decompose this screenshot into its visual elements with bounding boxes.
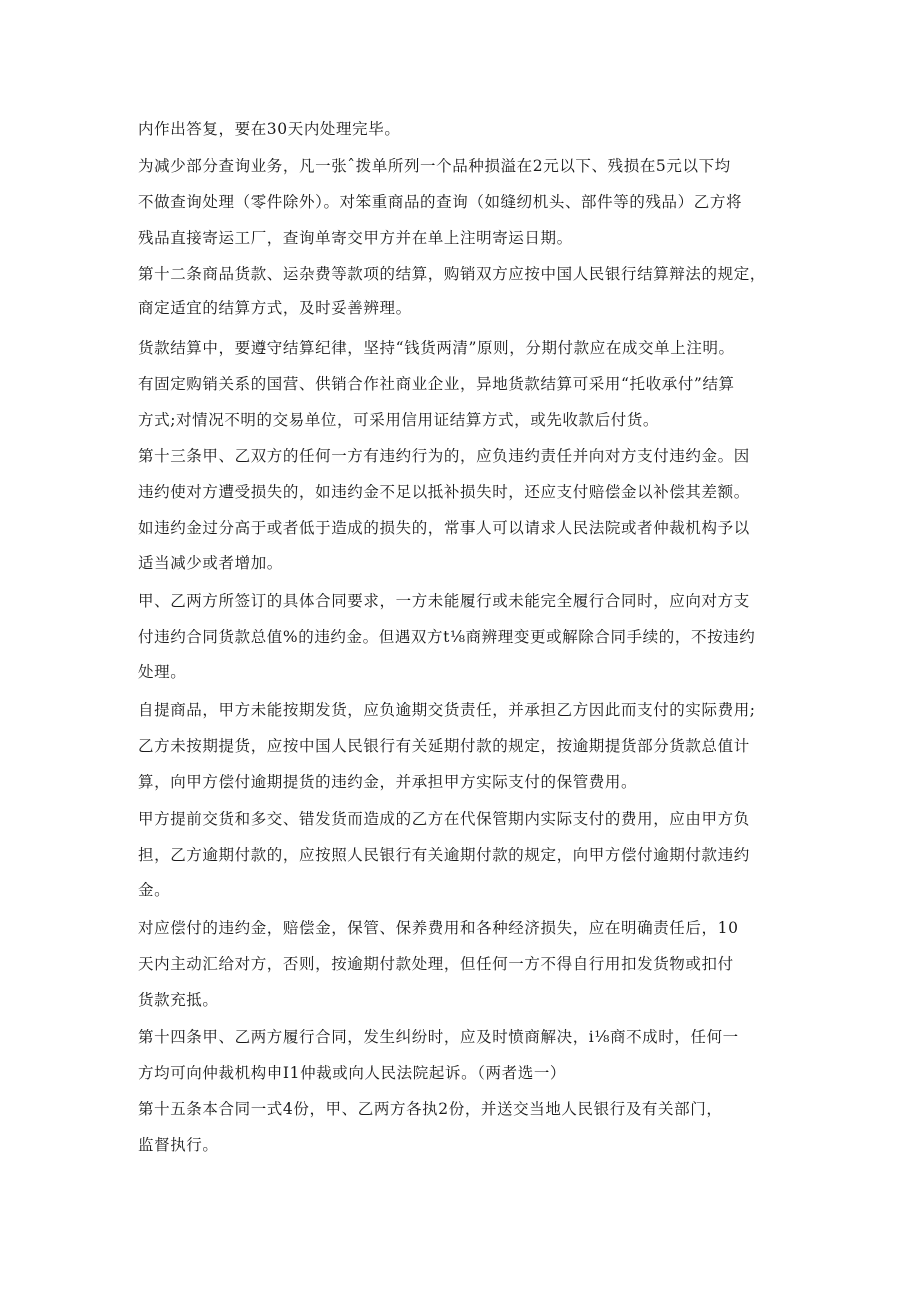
text-line: 残品直接寄运工厂，查询单寄交甲方并在单上注明寄运日期。 <box>138 229 573 247</box>
text-line: 第十三条甲、乙双方的任何一方有违约行为的，应负违约责任并向对方支付违约金。因 <box>138 447 750 465</box>
text-line: 监督执行。 <box>138 1136 219 1154</box>
text-line: 如违约金过分高于或者低于造成的损失的，常事人可以请求人民法院或者仲裁机构予以 <box>138 519 750 537</box>
text-line: 担，乙方逾期付款的，应按照人民银行有关逾期付款的规定，向甲方偿付逾期付款违约 <box>138 846 750 864</box>
text-line: 乙方未按期提货，应按中国人民银行有关延期付款的规定，按逾期提货部分货款总值计 <box>138 737 750 755</box>
text-line: 适当减少或者增加。 <box>138 554 283 572</box>
text-line: 甲、乙两方所签订的具体合同要求，一方未能履行或未能完全履行合同时，应向对方支 <box>138 592 750 610</box>
text-line: 内作出答复，要在30天内处理完毕。 <box>138 120 401 138</box>
text-line: 算，向甲方偿付逾期提货的违约金，并承担甲方实际支付的保管费用。 <box>138 773 638 791</box>
text-line: 货款结算中，要遵守结算纪律，坚持“钱货两清”原则，分期付款应在成交单上注明。 <box>138 339 735 357</box>
text-line: 金。 <box>138 881 171 899</box>
text-line: 第十四条甲、乙两方履行合同，发生纠纷时，应及时愤商解决，i⅛商不成时，任何一 <box>138 1028 739 1046</box>
text-line: 天内主动汇给对方，否则，按逾期付款处理，但任何一方不得自行用扣发货物或扣付 <box>138 955 734 973</box>
text-line: 货款充抵。 <box>138 991 219 1009</box>
text-line: 方均可向仲裁机构申I1仲裁或向人民法院起诉。（两者选一） <box>138 1064 567 1082</box>
text-line: 不做查询处理（零件除外）。对笨重商品的查询（如缝纫机头、部件等的残品）乙方将 <box>138 193 743 211</box>
text-line: 违约使对方遭受损失的，如违约金不足以抵补损失时，还应支付赔偿金以补偿其差额。 <box>138 483 750 501</box>
text-line: 付违约合同货款总值%的违约金。但遇双方t⅛商辨理变更或解除合同手续的，不按违约 <box>138 628 756 646</box>
text-line: 商定适宜的结算方式，及时妥善辨理。 <box>138 299 412 317</box>
text-line: 处理。 <box>138 663 187 681</box>
text-line: 甲方提前交货和多交、错发货而造成的乙方在代保管期内实际支付的费用，应由甲方负 <box>138 810 750 828</box>
text-line: 对应偿付的违约金，赔偿金，保管、保养费用和各种经济损失，应在明确责任后，10 <box>138 919 739 937</box>
text-line: 第十二条商品货款、运杂费等款项的结算，购销双方应按中国人民银行结算辩法的规定， <box>138 265 766 283</box>
text-line: 有固定购销关系的国营、供销合作社商业企业，异地货款结算可采用“托收承付”结算 <box>138 375 735 393</box>
text-line: 第十五条本合同一式4份，甲、乙两方各执2份，并送交当地人民银行及有关部门， <box>138 1100 723 1118</box>
text-line: 自提商品，甲方未能按期发货，应负逾期交货责任，并承担乙方因此而支付的实际费用; <box>138 701 756 719</box>
text-line: 为减少部分查询业务，凡一张ˆ拨单所列一个品种损溢在2元以下、残损在5元以下均 <box>138 157 731 175</box>
text-line: 方式;对情况不明的交易单位，可采用信用证结算方式，或先收款后付货。 <box>138 411 660 429</box>
